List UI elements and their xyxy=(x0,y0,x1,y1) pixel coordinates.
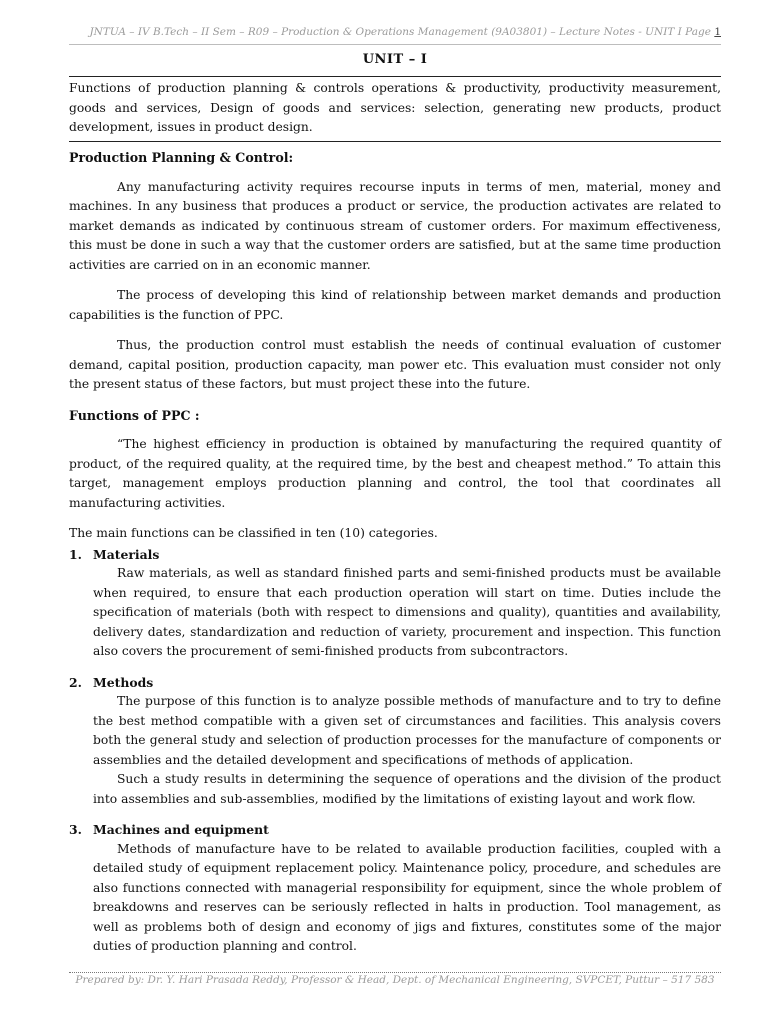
list-item xyxy=(69,673,721,810)
list-item-heading xyxy=(69,545,721,565)
list-item-number: 1. xyxy=(69,546,82,562)
list-item xyxy=(69,545,721,662)
paragraph: The process of developing this kind of relationship between market demands and production capabilities is the function of PPC. xyxy=(69,288,721,322)
paragraph: Thus, the production control must establish the needs of continual evaluation of customer demand, capital position, production capacity, man power etc. This evaluation must consider not only the present status of these factors, but must project these into the future. xyxy=(69,338,721,391)
running-footer: Prepared by: Dr. Y. Hari Prasada Reddy, Professor & Head, Dept. of Mechanical Engineering, SVPCET, Puttur – 517 583 xyxy=(69,972,721,986)
paragraph: Raw materials, as well as standard finished parts and semi-finished products must be available when required, to ensure that each production operation will start on time. Duties include the specification of materials (both with respect to dimensions and quality), quantities and availability, delivery dates, standardization and reduction of variety, procurement and inspection. This function also covers the procurement of semi-finished products from subcontractors. xyxy=(93,566,721,658)
section-heading-ppc: Production Planning & Control: xyxy=(69,150,294,165)
list-item-title: Methods xyxy=(93,674,154,690)
paragraph: Methods of manufacture have to be related to available production facilities, coupled with a detailed study of equipment replacement policy. Maintenance policy, procedure, and schedules are also functions connected with managerial responsibility for equipment, since the whole problem of breakdowns and reserves can be seriously reflected in halts in production. Tool management, as well as problems both of design and economy of jigs and fixtures, constitutes some of the major duties of production planning and control. xyxy=(93,841,721,953)
section-heading-functions: Functions of PPC : xyxy=(69,407,200,423)
paragraph: Such a study results in determining the sequence of operations and the division of the product into assemblies and sub-assemblies, modified by the limitations of existing layout and work flow. xyxy=(93,772,721,806)
list-item-number: 3. xyxy=(69,822,82,837)
document-body xyxy=(69,148,721,968)
list-item xyxy=(69,820,721,957)
classification-line: The main functions can be classified in ten (10) categories. xyxy=(69,526,438,540)
list-item-title: Materials xyxy=(93,546,160,562)
list-item-number: 2. xyxy=(69,674,82,690)
paragraph: Any manufacturing activity requires recourse inputs in terms of men, material, money and machines. In any business that produces a product or service, the production activates are related to market demands as indicated by continuous stream of customer orders. For maximum effectiveness, this must be done in such a way that the customer orders are satisfied, but at the same time production activities are carried on in an economic manner. xyxy=(69,179,721,272)
list-item-body xyxy=(93,840,721,957)
list-item-body xyxy=(93,692,721,809)
list-item-body xyxy=(93,564,721,662)
syllabus-box: Functions of production planning & controls operations & productivity, productivity measurement, goods and services, Design of goods and services: selection, generating new products, product development, issues in product design. xyxy=(69,76,721,142)
header-text: JNTUA – IV B.Tech – II Sem – R09 – Production & Operations Management (9A03801) – Lecture Notes - UNIT I Page xyxy=(89,26,711,38)
page-number: 1 xyxy=(714,26,721,38)
list-item-heading xyxy=(69,673,721,693)
running-header xyxy=(69,26,721,45)
list-item-heading xyxy=(69,820,721,840)
paragraph: “The highest efficiency in production is obtained by manufacturing the required quantity of product, of the required quality, at the required time, by the best and cheapest method.” To attain this target, management employs production planning and control, the tool that coordinates all manufacturing activities. xyxy=(69,437,721,510)
paragraph: The purpose of this function is to analyze possible methods of manufacture and to try to define the best method compatible with a given set of circumstances and facilities. This analysis covers both the general study and selection of production processes for the manufacture of components or assemblies and the detailed development and specifications of methods of application. xyxy=(93,694,721,767)
list-item-title: Machines and equipment xyxy=(93,822,269,837)
unit-title: UNIT – I xyxy=(362,52,428,67)
